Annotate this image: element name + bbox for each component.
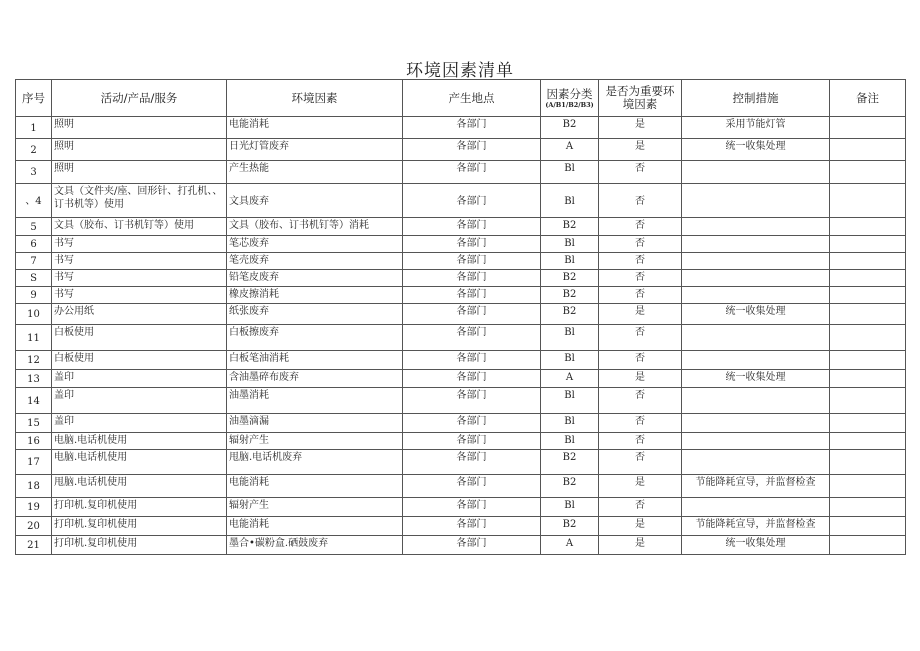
cell-remarks [830,325,906,351]
cell-remarks [830,161,906,184]
table-row [16,414,906,433]
cell-activity: 文具（文件夹/座、回形针、打孔机、、订书机等）使用 [52,184,227,218]
cell-factor-type: Bl [541,253,599,270]
cell-factor-type: B2 [541,517,599,536]
cell-factor: 笔壳废弃 [227,253,403,270]
cell-important: 是 [599,117,682,139]
cell-factor-type: Bl [541,161,599,184]
cell-important: 否 [599,236,682,253]
table-row [16,139,906,161]
cell-location: 各部门 [403,498,541,517]
cell-measures [682,498,830,517]
cell-measures [682,184,830,218]
environment-factor-table [15,79,906,555]
cell-important: 否 [599,270,682,287]
cell-activity: 书写 [52,253,227,270]
header-measures: 控制措施 [682,80,830,117]
cell-important: 否 [599,184,682,218]
cell-measures [682,388,830,414]
cell-location: 各部门 [403,253,541,270]
table-row [16,517,906,536]
cell-measures [682,236,830,253]
cell-remarks [830,370,906,388]
cell-seq: 12 [16,351,52,370]
table-row [16,450,906,475]
cell-activity: 照明 [52,161,227,184]
cell-factor: 油墨消耗 [227,388,403,414]
cell-activity: 照明 [52,117,227,139]
cell-remarks [830,117,906,139]
header-location: 产生地点 [403,80,541,117]
cell-factor: 笔芯废弃 [227,236,403,253]
cell-factor-type: B2 [541,287,599,304]
table-row [16,270,906,287]
cell-factor: 纸张废弃 [227,304,403,325]
cell-location: 各部门 [403,388,541,414]
cell-measures: 节能降耗宣导，并监督检查 [682,475,830,498]
cell-location: 各部门 [403,370,541,388]
cell-location: 各部门 [403,139,541,161]
table-row [16,370,906,388]
cell-factor: 油墨滴漏 [227,414,403,433]
table-row [16,184,906,218]
cell-location: 各部门 [403,304,541,325]
cell-activity: 盖印 [52,370,227,388]
cell-activity: 盖印 [52,414,227,433]
cell-activity: 白板使用 [52,351,227,370]
header-seq: 序号 [16,80,52,117]
cell-remarks [830,351,906,370]
table-body [16,117,906,555]
cell-factor: 含油墨碎布废弃 [227,370,403,388]
cell-factor: 橡皮擦消耗 [227,287,403,304]
cell-factor-type: B2 [541,304,599,325]
cell-location: 各部门 [403,517,541,536]
cell-factor: 铅笔皮废弃 [227,270,403,287]
cell-factor: 电能消耗 [227,117,403,139]
cell-activity: 书写 [52,287,227,304]
cell-factor-type: Bl [541,184,599,218]
cell-important: 否 [599,253,682,270]
table-row [16,351,906,370]
cell-factor-type: B2 [541,475,599,498]
cell-factor: 文具废弃 [227,184,403,218]
cell-location: 各部门 [403,161,541,184]
header-factor-type-sub: (A/B1/B2/B3) [545,100,594,109]
cell-measures: 统一收集处理 [682,304,830,325]
cell-remarks [830,388,906,414]
cell-remarks [830,253,906,270]
cell-seq: 2 [16,139,52,161]
cell-remarks [830,139,906,161]
cell-measures: 统一收集处理 [682,370,830,388]
table-header-row [16,80,906,117]
cell-important: 否 [599,325,682,351]
cell-remarks [830,475,906,498]
cell-seq: 20 [16,517,52,536]
cell-factor-type: Bl [541,325,599,351]
cell-important: 否 [599,218,682,236]
table-row [16,498,906,517]
header-factor-type-label: 因素分类 [546,86,593,101]
cell-activity: 文具（胶布、订书机钉等）使用 [52,218,227,236]
cell-remarks [830,270,906,287]
cell-factor-type: B2 [541,270,599,287]
cell-measures [682,351,830,370]
cell-factor-type: Bl [541,414,599,433]
cell-seq: S [16,270,52,287]
cell-important: 否 [599,388,682,414]
cell-seq: 21 [16,536,52,555]
cell-activity: 白板使用 [52,325,227,351]
cell-activity: 办公用纸 [52,304,227,325]
header-remarks: 备注 [830,80,906,117]
cell-measures [682,253,830,270]
cell-factor-type: B2 [541,450,599,475]
header-activity: 活动/产品/服务 [52,80,227,117]
cell-activity: 盖印 [52,388,227,414]
cell-seq: 6 [16,236,52,253]
cell-measures [682,325,830,351]
cell-activity: 打印机.复印机使用 [52,536,227,555]
cell-important: 是 [599,139,682,161]
cell-important: 否 [599,450,682,475]
cell-important: 是 [599,370,682,388]
cell-important: 否 [599,433,682,450]
cell-activity: 甩脑.电话机使用 [52,475,227,498]
cell-seq: 、4 [16,184,52,218]
header-important: 是否为重要环境因素 [599,80,682,117]
cell-measures [682,433,830,450]
cell-seq: 13 [16,370,52,388]
table-row [16,475,906,498]
cell-seq: 1 [16,117,52,139]
cell-activity: 打印机.复印机使用 [52,517,227,536]
cell-factor: 甩脑.电话机废弃 [227,450,403,475]
cell-seq: 19 [16,498,52,517]
cell-factor-type: A [541,139,599,161]
cell-measures [682,450,830,475]
cell-activity: 书写 [52,236,227,253]
cell-factor-type: Bl [541,433,599,450]
table-row [16,218,906,236]
cell-remarks [830,450,906,475]
cell-location: 各部门 [403,351,541,370]
cell-factor: 白板笔油消耗 [227,351,403,370]
table-row [16,536,906,555]
cell-activity: 书写 [52,270,227,287]
cell-important: 否 [599,351,682,370]
cell-important: 否 [599,287,682,304]
table-row [16,304,906,325]
cell-seq: 15 [16,414,52,433]
cell-factor-type: A [541,536,599,555]
cell-seq: 9 [16,287,52,304]
cell-factor: 电能消耗 [227,475,403,498]
cell-activity: 电脑.电话机使用 [52,433,227,450]
document-title: 环境因素清单 [406,61,514,81]
cell-important: 否 [599,161,682,184]
cell-factor: 辐射产生 [227,433,403,450]
cell-seq: 17 [16,450,52,475]
cell-location: 各部门 [403,184,541,218]
cell-factor-type: B2 [541,117,599,139]
cell-location: 各部门 [403,325,541,351]
table-row [16,161,906,184]
cell-factor: 文具（胶布、订书机钉等）消耗 [227,218,403,236]
cell-measures [682,218,830,236]
table-row [16,325,906,351]
cell-location: 各部门 [403,433,541,450]
cell-factor-type: A [541,370,599,388]
cell-factor: 墨合•碳粉盒.硒鼓废弃 [227,536,403,555]
cell-location: 各部门 [403,475,541,498]
cell-important: 是 [599,517,682,536]
cell-activity: 打印机.复印机使用 [52,498,227,517]
cell-location: 各部门 [403,117,541,139]
cell-factor: 辐射产生 [227,498,403,517]
cell-factor-type: Bl [541,498,599,517]
cell-activity: 照明 [52,139,227,161]
cell-measures: 统一收集处理 [682,536,830,555]
cell-factor-type: B2 [541,218,599,236]
cell-important: 是 [599,536,682,555]
cell-measures: 统一收集处理 [682,139,830,161]
cell-factor: 电能消耗 [227,517,403,536]
cell-seq: 14 [16,388,52,414]
table-row [16,433,906,450]
cell-measures: 采用节能灯管 [682,117,830,139]
cell-remarks [830,236,906,253]
cell-seq: 7 [16,253,52,270]
cell-remarks [830,414,906,433]
table-row [16,388,906,414]
cell-remarks [830,433,906,450]
cell-seq: 3 [16,161,52,184]
cell-measures [682,270,830,287]
cell-important: 是 [599,304,682,325]
cell-location: 各部门 [403,450,541,475]
header-factor: 环境因素 [227,80,403,117]
cell-remarks [830,517,906,536]
cell-factor-type: Bl [541,236,599,253]
cell-factor-type: Bl [541,351,599,370]
header-factor-type [541,80,599,117]
cell-activity: 电脑.电话机使用 [52,450,227,475]
cell-seq: 5 [16,218,52,236]
table-row [16,287,906,304]
cell-location: 各部门 [403,536,541,555]
cell-seq: 10 [16,304,52,325]
cell-remarks [830,287,906,304]
cell-factor: 产生热能 [227,161,403,184]
table-row [16,117,906,139]
table-row [16,253,906,270]
cell-measures: 节能降耗宣导，并监督检查 [682,517,830,536]
cell-location: 各部门 [403,236,541,253]
cell-seq: 18 [16,475,52,498]
cell-location: 各部门 [403,414,541,433]
cell-remarks [830,498,906,517]
cell-seq: 11 [16,325,52,351]
cell-important: 否 [599,414,682,433]
cell-remarks [830,536,906,555]
cell-important: 否 [599,498,682,517]
cell-location: 各部门 [403,218,541,236]
cell-factor-type: Bl [541,388,599,414]
cell-location: 各部门 [403,270,541,287]
cell-location: 各部门 [403,287,541,304]
cell-factor: 白板擦废弃 [227,325,403,351]
cell-remarks [830,218,906,236]
table-row [16,236,906,253]
cell-measures [682,287,830,304]
cell-seq: 16 [16,433,52,450]
cell-remarks [830,304,906,325]
cell-important: 是 [599,475,682,498]
cell-measures [682,161,830,184]
cell-remarks [830,184,906,218]
cell-factor: 日光灯管废弃 [227,139,403,161]
cell-measures [682,414,830,433]
